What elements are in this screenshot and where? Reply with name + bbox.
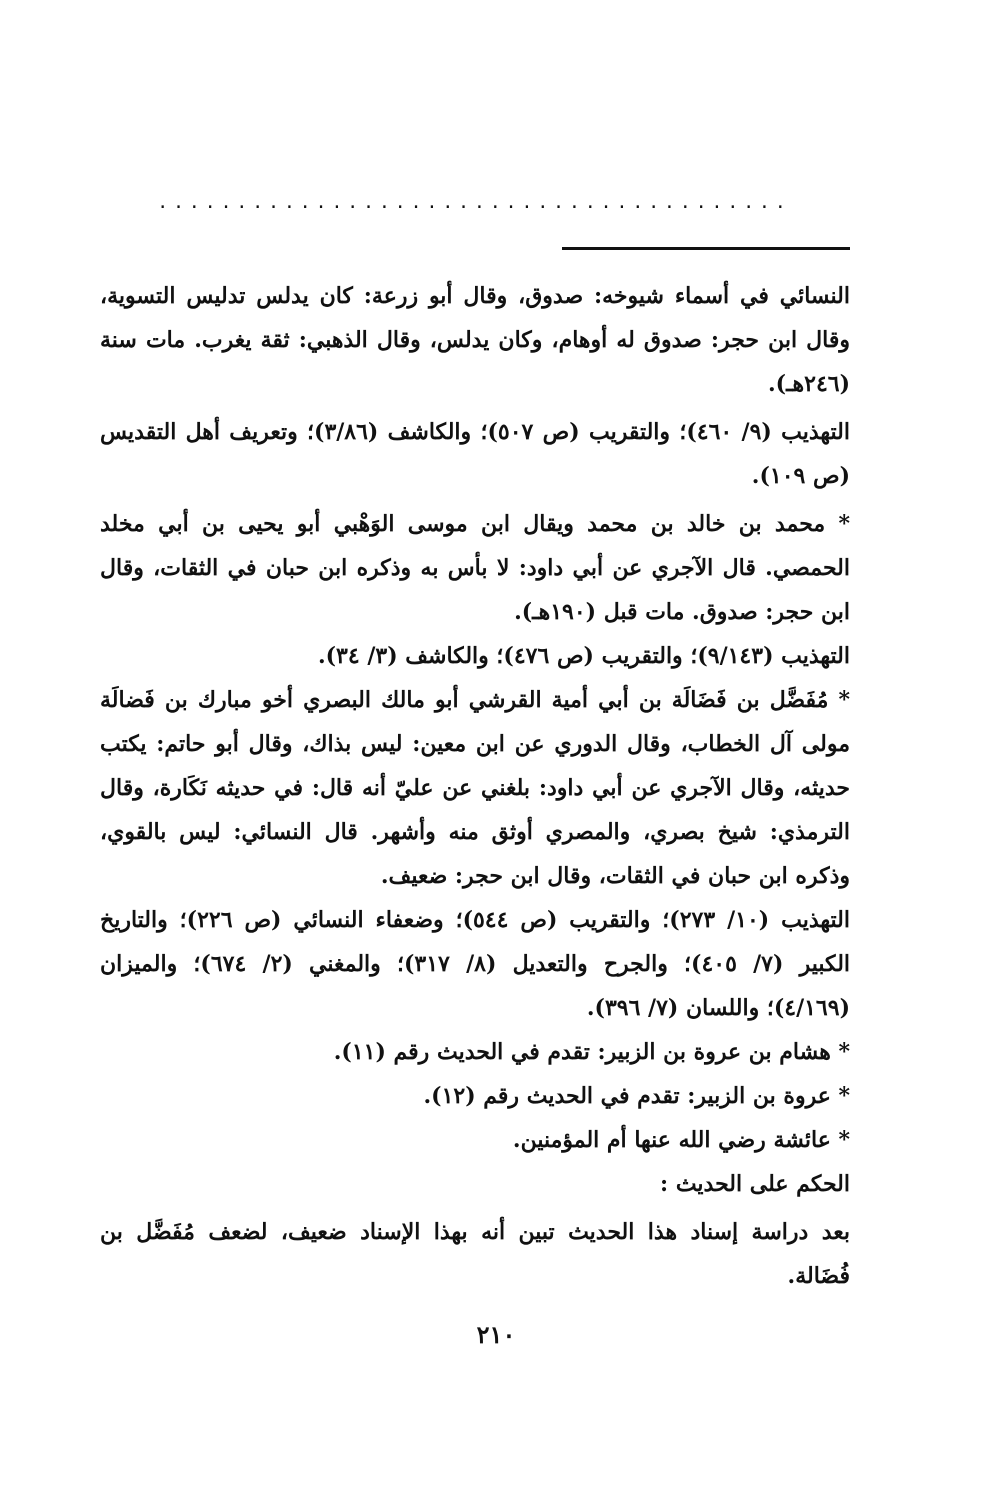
horizontal-rule — [562, 247, 850, 250]
dotted-separator: ........................................ — [157, 192, 791, 213]
ruling-text: بعد دراسة إسناد هذا الحديث تبين أنه بهذا الإسناد ضعيف، لضعف مُفَضَّل بن فُضَالة. — [100, 1219, 850, 1289]
list-item-hisham: * هشام بن عروة بن الزبير: تقدم في الحديث رقم (١١). — [333, 1039, 850, 1065]
main-text — [100, 274, 850, 1298]
paragraph-references-3: التهذيب (١٠/ ٢٧٣)؛ والتقريب (ص ٥٤٤)؛ وضعفاء النسائي (ص ٢٢٦)؛ والتاريخ الكبير (٧/ ٤٠٥)؛ والجرح والتعديل (٨/ ٣١٧)؛ والمغني (٢/ ٦٧٤)؛ والميزان (٤/١٦٩)؛ واللسان (٧/ ٣٩٦). — [100, 907, 851, 1021]
ruling-heading: الحكم على الحديث : — [660, 1171, 850, 1197]
list-item-aisha: * عائشة رضي الله عنها أم المؤمنين. — [512, 1127, 850, 1153]
page-number: ٢١٠ — [476, 1320, 516, 1349]
narrator-list — [100, 1030, 850, 1162]
paragraph-nasai-note: النسائي في أسماء شيوخه: صدوق، وقال أبو زرعة: كان يدلس تدليس التسوية، وقال ابن حجر: صدوق له أوهام، وكان يدلس، وقال الذهبي: ثقة يغرب. مات سنة (٢٤٦هـ). — [100, 283, 850, 397]
list-item-urwa: * عروة بن الزبير: تقدم في الحديث رقم (١٢). — [423, 1083, 850, 1109]
paragraph-narrator-muhammad: * محمد بن خالد بن محمد ويقال ابن موسى الوَهْبي أبو يحيى بن أبي مخلد الحمصي. قال الآجري عن أبي داود: لا بأس به وذكره ابن حبان في الثقات، وقال ابن حجر: صدوق. مات قبل (١٩٠هـ). — [100, 511, 850, 625]
paragraph-references-1: التهذيب (٩/ ٤٦٠)؛ والتقريب (ص ٥٠٧)؛ والكاشف (٣/٨٦)؛ وتعريف أهل التقديس (ص ١٠٩). — [100, 419, 851, 489]
paragraph-references-2: التهذيب (٩/١٤٣)؛ والتقريب (ص ٤٧٦)؛ والكاشف (٣/ ٣٤). — [317, 643, 850, 669]
paragraph-narrator-mufaddal: * مُفَضَّل بن فَضَالَة بن أبي أمية القرشي أبو مالك البصري أخو مبارك بن فَضالَة مولى آل الخطاب، وقال الدوري عن ابن معين: ليس بذاك، وقال أبو حاتم: يكتب حديثه، وقال الآجري عن أبي داود: بلغني عن عليّ أنه قال: في حديثه نَكَارة، وقال الترمذي: شيخ بصري، والمصري أوثق منه وأشهر. قال النسائي: ليس بالقوي، وذكره ابن حبان في الثقات، وقال ابن حجر: ضعيف. — [100, 687, 850, 889]
